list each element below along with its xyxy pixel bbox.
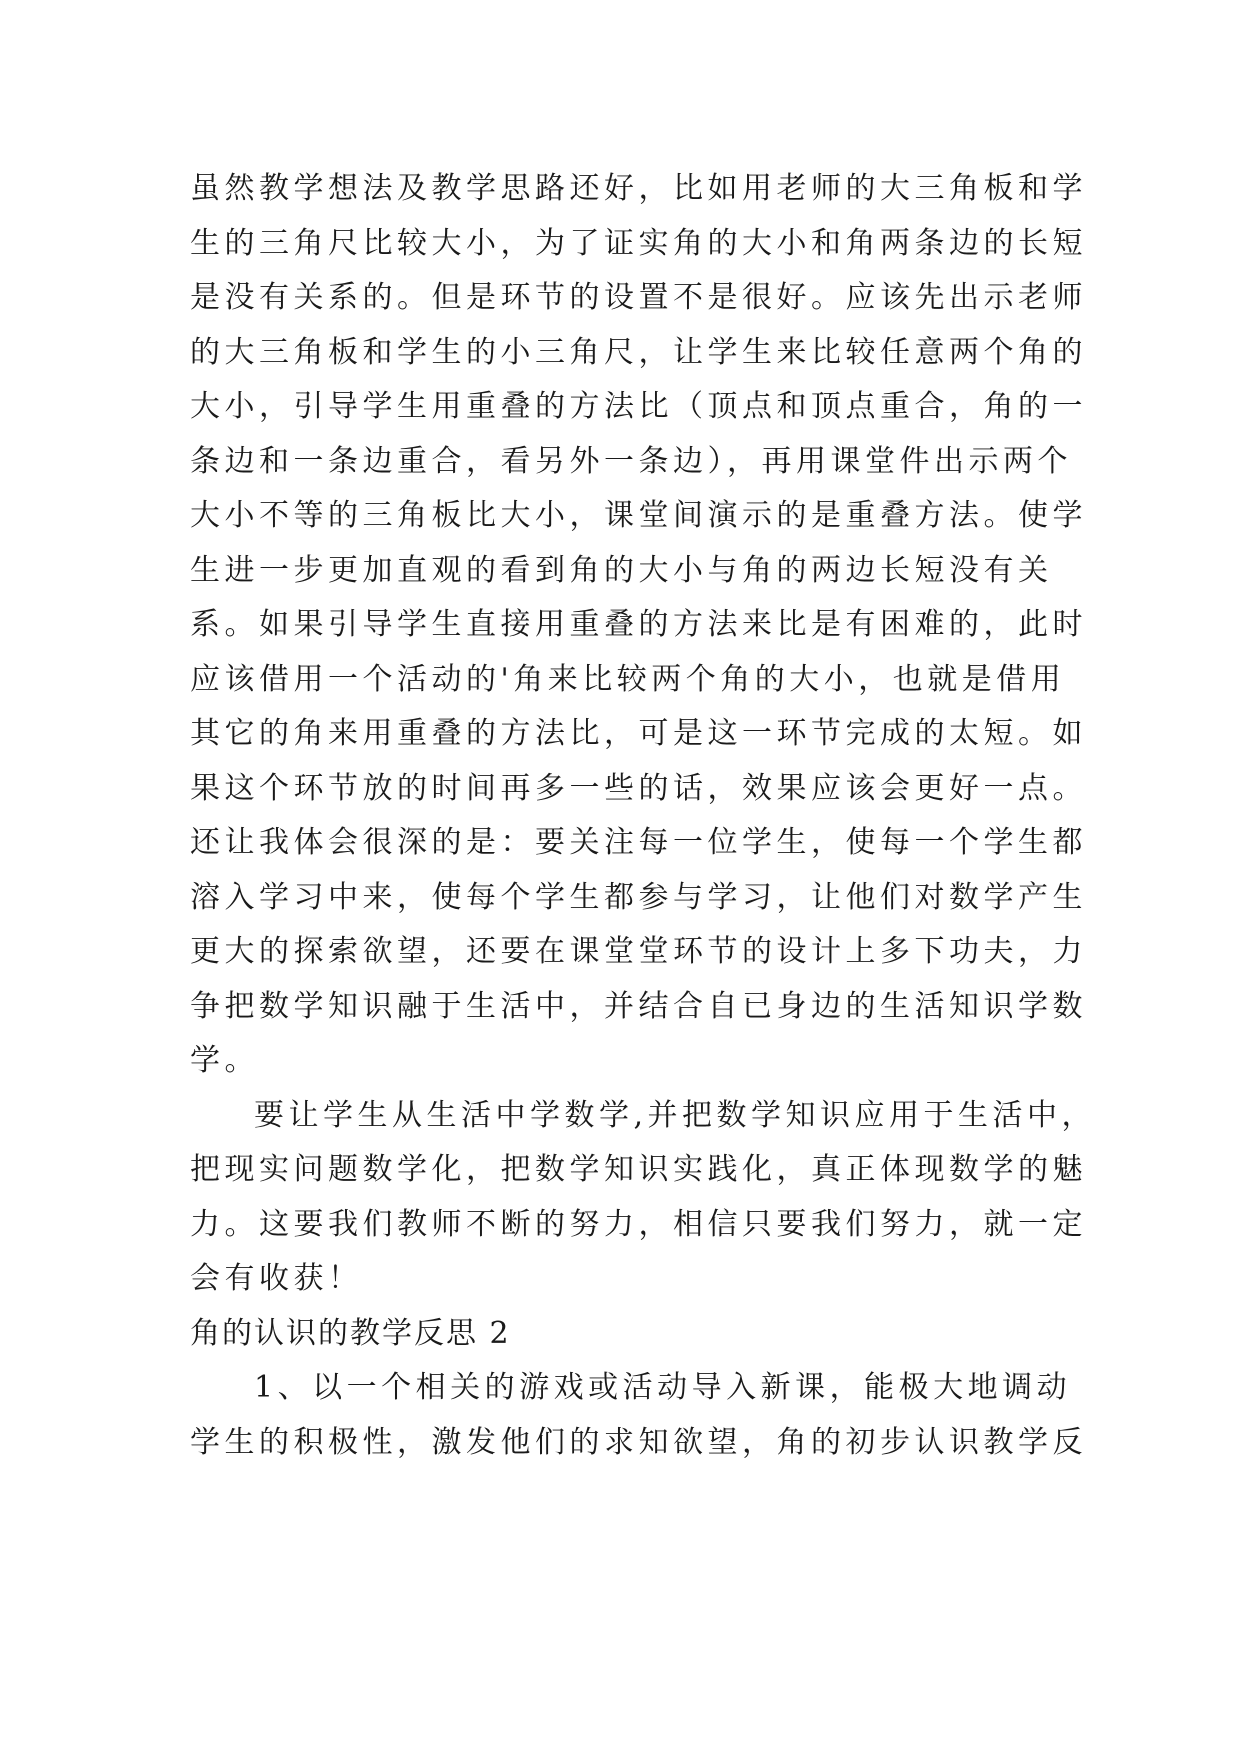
text-line: 应该借用一个活动的'角来比较两个角的大小，也就是借用 <box>190 661 1066 697</box>
text-line: 溶入学习中来，使每个学生都参与学习，让他们对数学产生 <box>190 879 1087 915</box>
text-line: 1、以一个相关的游戏或活动导入新课，能极大地调动 <box>254 1370 1072 1405</box>
text-line: 更大的探索欲望，还要在课堂堂环节的设计上多下功夫，力 <box>190 934 1087 969</box>
text-line: 要让学生从生活中学数学,并把数学知识应用于生活中， <box>254 1097 1097 1133</box>
text-line: 是没有关系的。但是环节的设置不是很好。应该先出示老师 <box>190 280 1087 315</box>
text-line: 生进一步更加直观的看到角的大小与角的两边长短没有关 <box>190 552 1053 588</box>
text-line: 生的三角尺比较大小，为了证实角的大小和角两条边的长短 <box>190 225 1087 261</box>
text-line: 条边和一条边重合，看另外一条边），再用课堂件出示两个 <box>190 443 1072 479</box>
text-line: 的大三角板和学生的小三角尺，让学生来比较任意两个角的 <box>190 334 1087 370</box>
text-line: 把现实问题数学化，把数学知识实践化，真正体现数学的魅 <box>190 1152 1087 1187</box>
text-line: 会有收获！ <box>190 1261 363 1296</box>
text-line: 大小不等的三角板比大小，课堂间演示的是重叠方法。使学 <box>190 498 1087 533</box>
text-line: 争把数学知识融于生活中，并结合自已身边的生活知识学数 <box>190 988 1087 1024</box>
text-line: 果这个环节放的时间再多一些的话，效果应该会更好一点。 <box>190 770 1087 806</box>
text-line: 虽然教学想法及教学思路还好，比如用老师的大三角板和学 <box>190 171 1087 206</box>
text-line: 其它的角来用重叠的方法比，可是这一环节完成的太短。如 <box>190 716 1087 751</box>
text-line: 学生的积极性，激发他们的求知欲望，角的初步认识教学反 <box>190 1424 1087 1460</box>
section-heading: 角的认识的教学反思 2 <box>190 1315 511 1351</box>
text-line: 力。这要我们教师不断的努力，相信只要我们努力，就一定 <box>190 1206 1087 1242</box>
document-body <box>190 162 1097 1470</box>
text-line: 系。如果引导学生直接用重叠的方法来比是有困难的，此时 <box>190 607 1087 642</box>
text-line: 学。 <box>190 1043 259 1078</box>
text-line: 还让我体会很深的是：要关注每一位学生，使每一个学生都 <box>190 825 1087 860</box>
text-line: 大小，引导学生用重叠的方法比（顶点和顶点重合，角的一 <box>190 389 1087 424</box>
